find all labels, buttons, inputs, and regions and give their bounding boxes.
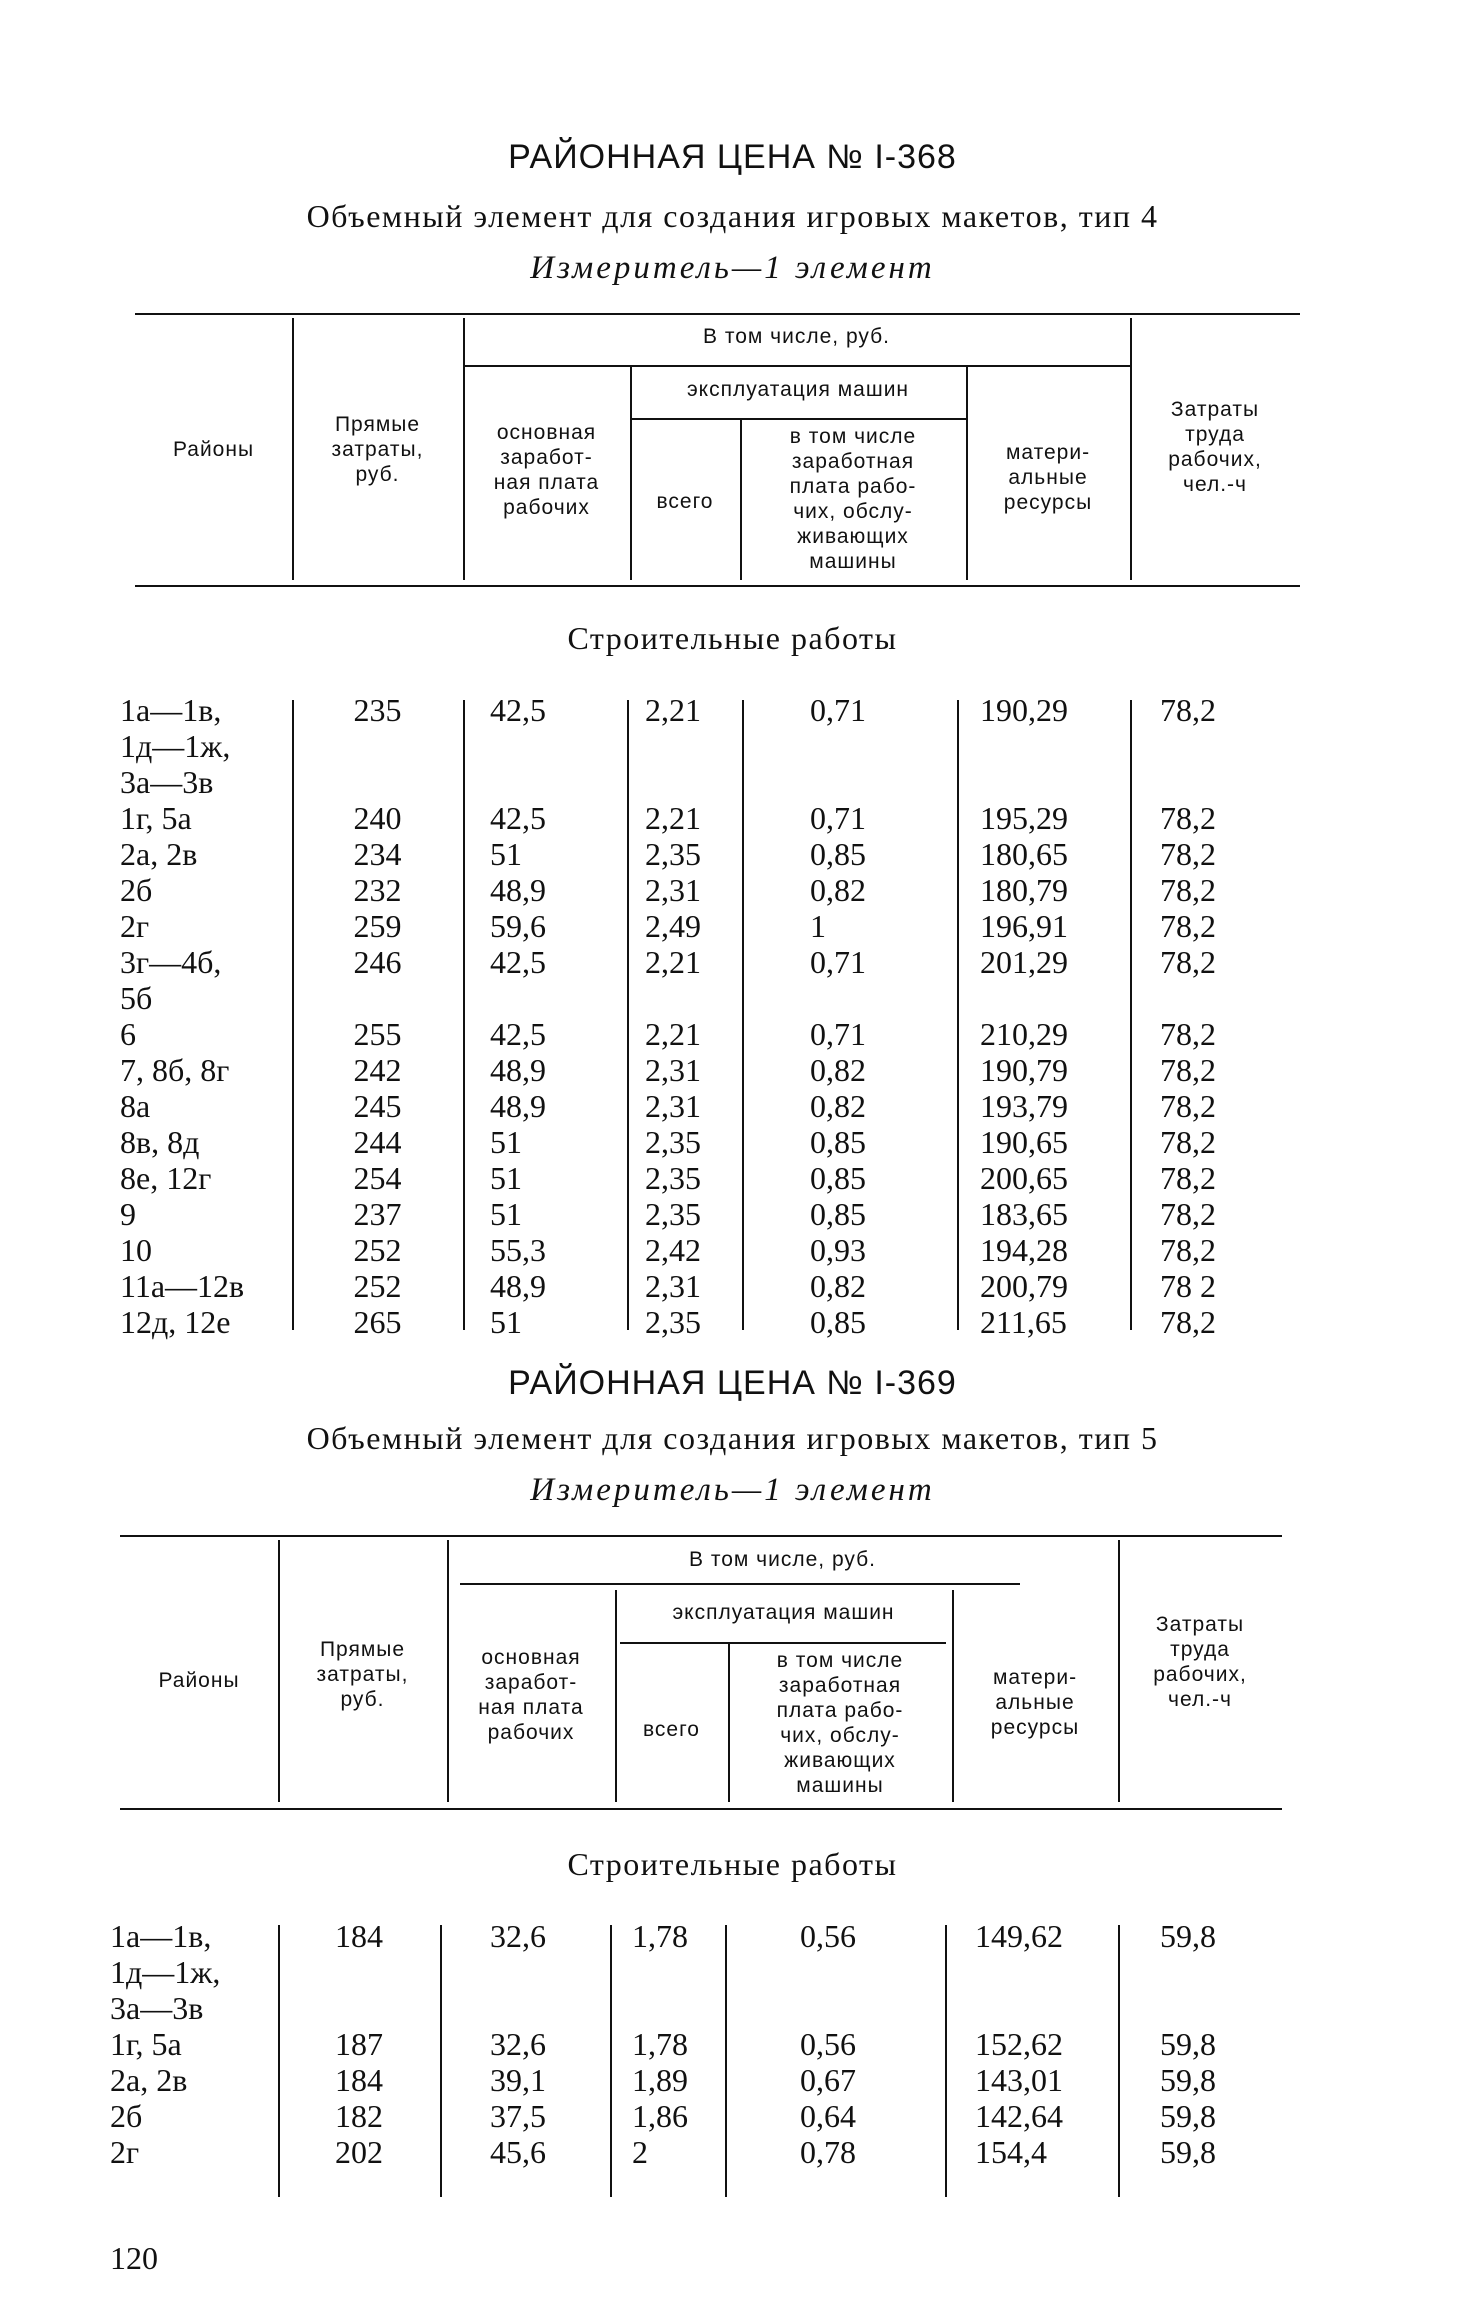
cell-direct: 240 xyxy=(353,800,402,836)
cell-materials: 195,29 xyxy=(980,800,1068,836)
header-direct-costs: Прямые затраты, руб. xyxy=(316,1638,409,1711)
cell-materials: 201,29 xyxy=(980,944,1068,980)
cell-materials: 193,79 xyxy=(980,1088,1068,1124)
cell-labor: 78,2 xyxy=(1160,1160,1216,1196)
cell-region: 1г, 5а xyxy=(120,800,192,836)
cell-total: 2,35 xyxy=(645,1124,701,1160)
table-row xyxy=(0,2098,1465,2134)
cell-region: 2а, 2в xyxy=(120,836,198,872)
cell-materials: 180,65 xyxy=(980,836,1068,872)
cell-incl: 0,82 xyxy=(810,1052,866,1088)
cell-total: 2,21 xyxy=(645,944,701,980)
price-measure-1: Измеритель—1 элемент xyxy=(530,250,935,286)
cell-incl: 0,85 xyxy=(810,836,866,872)
rule xyxy=(460,1583,1020,1585)
cell-region: 2г xyxy=(110,2134,140,2170)
cell-region: 7, 8б, 8г xyxy=(120,1052,230,1088)
cell-labor: 59,8 xyxy=(1160,2062,1216,2098)
cell-materials: 190,79 xyxy=(980,1052,1068,1088)
cell-labor: 59,8 xyxy=(1160,2134,1216,2170)
cell-direct: 245 xyxy=(353,1088,402,1124)
cell-incl: 0,71 xyxy=(810,692,866,728)
cell-direct: 254 xyxy=(353,1160,402,1196)
cell-total: 2,31 xyxy=(645,1088,701,1124)
header-machines: эксплуатация машин xyxy=(672,1601,895,1624)
cell-wages: 51 xyxy=(490,1160,522,1196)
cell-region: 2г xyxy=(120,908,150,944)
cell-total: 2,31 xyxy=(645,1052,701,1088)
cell-labor: 78,2 xyxy=(1160,1088,1216,1124)
cell-direct: 237 xyxy=(353,1196,402,1232)
cell-direct: 234 xyxy=(353,836,402,872)
header-materials: матери- альные ресурсы xyxy=(990,1666,1080,1739)
cell-incl: 0,82 xyxy=(810,1268,866,1304)
cell-direct: 235 xyxy=(353,692,402,728)
table-row xyxy=(0,1232,1465,1268)
cell-labor: 78,2 xyxy=(1160,908,1216,944)
cell-total: 1,86 xyxy=(632,2098,688,2134)
table-row xyxy=(0,1160,1465,1196)
rule xyxy=(463,365,1130,367)
table-row xyxy=(0,2026,1465,2062)
cell-wages: 48,9 xyxy=(490,872,546,908)
cell-wages: 59,6 xyxy=(490,908,546,944)
header-labor: Затраты труда рабочих, чел.-ч xyxy=(1153,1613,1247,1711)
cell-total: 2,35 xyxy=(645,1160,701,1196)
price-measure-2: Измеритель—1 элемент xyxy=(530,1472,935,1508)
table-row xyxy=(0,1268,1465,1304)
table-row xyxy=(0,2062,1465,2098)
cell-materials: 154,4 xyxy=(975,2134,1047,2170)
cell-materials: 194,28 xyxy=(980,1232,1068,1268)
cell-region: 10 xyxy=(120,1232,152,1268)
cell-wages: 37,5 xyxy=(490,2098,546,2134)
header-labor: Затраты труда рабочих, чел.-ч xyxy=(1168,398,1262,496)
cell-materials: 190,65 xyxy=(980,1124,1068,1160)
cell-labor: 78,2 xyxy=(1160,1304,1216,1340)
cell-wages: 42,5 xyxy=(490,1016,546,1052)
cell-region: 2б xyxy=(110,2098,143,2134)
price-subtitle-2: Объемный элемент для создания игровых макетов, тип 5 xyxy=(306,1420,1159,1456)
table-row xyxy=(0,1052,1465,1088)
cell-total: 2,35 xyxy=(645,836,701,872)
cell-wages: 48,9 xyxy=(490,1052,546,1088)
cell-materials: 143,01 xyxy=(975,2062,1063,2098)
cell-total: 2,31 xyxy=(645,872,701,908)
header-regions: Районы xyxy=(158,1669,240,1692)
cell-direct: 265 xyxy=(353,1304,402,1340)
cell-labor: 59,8 xyxy=(1160,2098,1216,2134)
price-subtitle-1: Объемный элемент для создания игровых макетов, тип 4 xyxy=(306,198,1159,234)
cell-wages: 51 xyxy=(490,1304,522,1340)
rule xyxy=(620,1642,946,1644)
cell-labor: 78,2 xyxy=(1160,1196,1216,1232)
rule xyxy=(135,313,1300,315)
cell-incl: 0,82 xyxy=(810,872,866,908)
table-row xyxy=(0,800,1465,836)
cell-incl: 0,56 xyxy=(800,2026,856,2062)
cell-materials: 210,29 xyxy=(980,1016,1068,1052)
cell-total: 2,49 xyxy=(645,908,701,944)
price-title-1: РАЙОННАЯ ЦЕНА № І-368 xyxy=(508,138,957,176)
cell-direct: 244 xyxy=(353,1124,402,1160)
cell-labor: 78,2 xyxy=(1160,800,1216,836)
cell-labor: 78,2 xyxy=(1160,1016,1216,1052)
cell-materials: 190,29 xyxy=(980,692,1068,728)
header-direct-costs: Прямые затраты, руб. xyxy=(331,413,424,486)
cell-wages: 32,6 xyxy=(490,1918,546,1954)
cell-direct: 202 xyxy=(335,2134,383,2170)
table-row xyxy=(0,1196,1465,1232)
header-machines: эксплуатация машин xyxy=(686,378,910,401)
cell-direct: 246 xyxy=(353,944,402,980)
cell-region: 8а xyxy=(120,1088,151,1124)
table-row xyxy=(0,836,1465,872)
cell-incl: 0,82 xyxy=(810,1088,866,1124)
cell-region: 1а—1в, 1д—1ж, 3а—3в xyxy=(120,692,231,800)
cell-direct: 252 xyxy=(353,1232,402,1268)
cell-region: 1г, 5а xyxy=(110,2026,182,2062)
header-total: всего xyxy=(656,490,714,513)
cell-direct: 187 xyxy=(335,2026,383,2062)
cell-incl: 0,85 xyxy=(810,1196,866,1232)
cell-direct: 242 xyxy=(353,1052,402,1088)
cell-total: 2,21 xyxy=(645,800,701,836)
cell-incl: 0,71 xyxy=(810,800,866,836)
cell-direct: 232 xyxy=(353,872,402,908)
cell-wages: 51 xyxy=(490,836,522,872)
section-title-2: Строительные работы xyxy=(567,1846,898,1882)
cell-total: 2 xyxy=(632,2134,648,2170)
section-title-1: Строительные работы xyxy=(567,620,898,656)
header-incl-wages: в том числе заработная плата рабо- чих, обслу- живающих машины xyxy=(789,425,917,573)
cell-materials: 180,79 xyxy=(980,872,1068,908)
rule xyxy=(630,418,966,420)
cell-materials: 200,65 xyxy=(980,1160,1068,1196)
table-row xyxy=(0,692,1465,800)
cell-total: 1,89 xyxy=(632,2062,688,2098)
cell-region: 12д, 12е xyxy=(120,1304,231,1340)
table-row xyxy=(0,908,1465,944)
cell-materials: 183,65 xyxy=(980,1196,1068,1232)
header-including: В том числе, руб. xyxy=(689,1548,876,1571)
cell-direct: 184 xyxy=(335,1918,383,1954)
cell-total: 2,35 xyxy=(645,1304,701,1340)
header-incl-wages: в том числе заработная плата рабо- чих, обслу- живающих машины xyxy=(776,1649,904,1797)
cell-wages: 48,9 xyxy=(490,1268,546,1304)
cell-direct: 184 xyxy=(335,2062,383,2098)
table-row xyxy=(0,872,1465,908)
cell-incl: 0,56 xyxy=(800,1918,856,1954)
cell-wages: 55,3 xyxy=(490,1232,546,1268)
cell-incl: 1 xyxy=(810,908,826,944)
cell-region: 8в, 8д xyxy=(120,1124,200,1160)
header-including: В том числе, руб. xyxy=(703,325,890,348)
cell-incl: 0,67 xyxy=(800,2062,856,2098)
cell-region: 8е, 12г xyxy=(120,1160,212,1196)
cell-total: 2,42 xyxy=(645,1232,701,1268)
cell-materials: 142,64 xyxy=(975,2098,1063,2134)
page-number: 120 xyxy=(110,2240,158,2276)
cell-region: 3г—4б, 5б xyxy=(120,944,222,1016)
cell-total: 2,21 xyxy=(645,1016,701,1052)
cell-region: 1а—1в, 1д—1ж, 3а—3в xyxy=(110,1918,221,2026)
cell-wages: 51 xyxy=(490,1196,522,1232)
cell-labor: 78,2 xyxy=(1160,1232,1216,1268)
cell-materials: 152,62 xyxy=(975,2026,1063,2062)
cell-materials: 149,62 xyxy=(975,1918,1063,1954)
price-title-2: РАЙОННАЯ ЦЕНА № І-369 xyxy=(508,1364,957,1402)
cell-incl: 0,85 xyxy=(810,1160,866,1196)
cell-incl: 0,85 xyxy=(810,1304,866,1340)
cell-labor: 78,2 xyxy=(1160,836,1216,872)
cell-labor: 78,2 xyxy=(1160,1124,1216,1160)
cell-total: 1,78 xyxy=(632,1918,688,1954)
cell-wages: 42,5 xyxy=(490,800,546,836)
rule xyxy=(135,585,1300,587)
cell-labor: 78,2 xyxy=(1160,1052,1216,1088)
cell-total: 2,31 xyxy=(645,1268,701,1304)
cell-labor: 78,2 xyxy=(1160,944,1216,980)
cell-direct: 255 xyxy=(353,1016,402,1052)
cell-wages: 39,1 xyxy=(490,2062,546,2098)
cell-incl: 0,78 xyxy=(800,2134,856,2170)
cell-wages: 42,5 xyxy=(490,692,546,728)
cell-labor: 59,8 xyxy=(1160,1918,1216,1954)
cell-direct: 259 xyxy=(353,908,402,944)
cell-total: 2,21 xyxy=(645,692,701,728)
cell-direct: 252 xyxy=(353,1268,402,1304)
cell-incl: 0,71 xyxy=(810,1016,866,1052)
cell-incl: 0,85 xyxy=(810,1124,866,1160)
cell-labor: 78,2 xyxy=(1160,872,1216,908)
table-row xyxy=(0,1304,1465,1340)
cell-wages: 32,6 xyxy=(490,2026,546,2062)
table-row xyxy=(0,1124,1465,1160)
cell-incl: 0,93 xyxy=(810,1232,866,1268)
cell-total: 2,35 xyxy=(645,1196,701,1232)
header-total: всего xyxy=(643,1718,700,1741)
table-row xyxy=(0,1918,1465,2026)
cell-wages: 48,9 xyxy=(490,1088,546,1124)
header-materials: матери- альные ресурсы xyxy=(1003,441,1093,514)
cell-wages: 45,6 xyxy=(490,2134,546,2170)
cell-incl: 0,71 xyxy=(810,944,866,980)
cell-region: 2а, 2в xyxy=(110,2062,188,2098)
rule xyxy=(120,1808,1282,1810)
cell-wages: 51 xyxy=(490,1124,522,1160)
cell-materials: 200,79 xyxy=(980,1268,1068,1304)
cell-labor: 78,2 xyxy=(1160,692,1216,728)
cell-labor: 78 2 xyxy=(1160,1268,1216,1304)
cell-incl: 0,64 xyxy=(800,2098,856,2134)
table-row xyxy=(0,1088,1465,1124)
table-row xyxy=(0,2134,1465,2170)
header-wages: основная заработ- ная плата рабочих xyxy=(493,421,600,519)
cell-labor: 59,8 xyxy=(1160,2026,1216,2062)
cell-region: 6 xyxy=(120,1016,136,1052)
cell-total: 1,78 xyxy=(632,2026,688,2062)
cell-region: 9 xyxy=(120,1196,136,1232)
cell-wages: 42,5 xyxy=(490,944,546,980)
cell-region: 2б xyxy=(120,872,153,908)
cell-materials: 196,91 xyxy=(980,908,1068,944)
header-wages: основная заработ- ная плата рабочих xyxy=(478,1646,584,1744)
cell-region: 11а—12в xyxy=(120,1268,245,1304)
header-regions: Районы xyxy=(172,438,255,461)
table-row xyxy=(0,1016,1465,1052)
table-row xyxy=(0,944,1465,1016)
cell-direct: 182 xyxy=(335,2098,383,2134)
rule xyxy=(120,1535,1282,1537)
cell-materials: 211,65 xyxy=(980,1304,1067,1340)
